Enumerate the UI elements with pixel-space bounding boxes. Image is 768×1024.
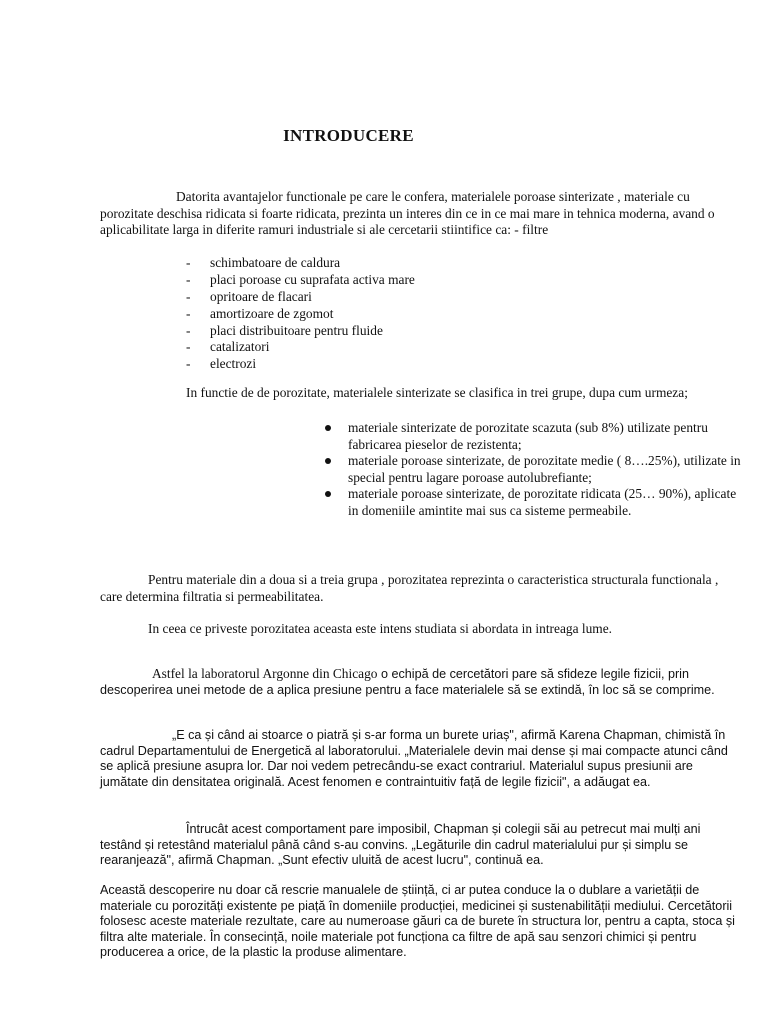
argonne-rest: o echipă de cercetători pare să sfideze legile fizicii, prin descoperirea unei metode de a aplica presiune pentru a face materialele să se extindă, în loc să se comprime. <box>100 667 715 697</box>
list-item: - placi poroase cu suprafata activa mare <box>186 271 415 287</box>
classification-text: In functie de de porozitate, materialele sinterizate se clasifica in trei grupe, dupa cum urmeza; <box>186 385 688 400</box>
classification-paragraph <box>186 385 736 402</box>
intro-text: Datorita avantajelor functionale pe care le confera, materialele poroase sinterizate , materiale cu porozitate deschisa ridicata si foarte ridicata, prezinta un interes din ce in ce mai mare in tehnica moderna, avand o aplicabilitate larga in diferite ramuri industriale si ale cercetarii stiintifice ca: - filtre <box>100 189 715 237</box>
groups-paragraph: Pentru materiale din a doua si a treia grupa , porozitatea reprezinta o caracteristica structurala functionala , care determina filtratia si permeabilitatea. <box>100 572 719 604</box>
list-item: - electrozi <box>186 356 257 372</box>
argonne-paragraph <box>100 666 735 698</box>
quote1-paragraph: „E ca și când ai stoarce o piatră și s-ar forma un burete uriaș", afirmă Karena Chapman, chimistă în cadrul Departamentului de Energetică al laboratorului. „Materialele devin mai dense și mai compacte atunci când se aplică presiune asupra lor. Dar noi vedem petrecându-se exact contrariul. Materialul supus presiunii are jumătate din densitatea originală. Acest fenomen e contraintuitiv față de legile fizicii", a adăugat ea. <box>100 728 728 789</box>
list-item: materiale poroase sinterizate, de porozitate ridicata (25… 90%), aplicate in domeniile amintite mai sus ca sisteme permeabile. <box>325 486 745 519</box>
list-item: - schimbatoare de caldura <box>186 255 341 270</box>
list-item: - placi distribuitoare pentru fluide <box>186 322 383 338</box>
list-item: - catalizatori <box>186 339 270 355</box>
list-item: materiale sinterizate de porozitate scazuta (sub 8%) utilizate pentru fabricarea pieselor de rezistenta; <box>325 420 745 453</box>
studied-paragraph: In ceea ce priveste porozitatea aceasta este intens studiata si abordata in intreaga lume. <box>148 621 612 636</box>
list-item: materiale poroase sinterizate, de porozitate medie ( 8….25%), utilizate in special pentru lagare poroase autolubrefiante; <box>325 453 745 486</box>
document-title: INTRODUCERE <box>283 126 414 145</box>
discovery-paragraph: Această descoperire nu doar că rescrie manualele de știință, ci ar putea conduce la o dublare a varietății de materiale cu porozități existente pe piață în domeniile producției, medicinei și sustenabilității mediului. Cercetătorii folosesc aceste materiale rezultate, care au numeroase găuri ca de burete în structura lor, pentru a capta, stoca și filtra alte materiale. În consecință, noile materiale pot funcționa ca filtre de apă sau senzori chimici și pentru producerea a orice, de la plastic la produse alimentare. <box>100 883 735 960</box>
bullet-icon <box>325 458 331 464</box>
bullet-icon <box>325 425 331 431</box>
porosity-groups-list <box>325 420 745 519</box>
intro-paragraph <box>100 189 735 239</box>
list-item: - opritoare de flacari <box>186 288 312 304</box>
applications-list <box>186 255 415 373</box>
argonne-lead: Astfel la laboratorul Argonne din Chicago <box>152 666 378 681</box>
bullet-icon <box>325 491 331 497</box>
list-item: - amortizoare de zgomot <box>186 305 334 321</box>
quote2-paragraph: Întrucât acest comportament pare imposibil, Chapman și colegii săi au petrecut mai mulți ani testând și retestând materialul până când s-au convins. „Legăturile din cadrul materialului pur și simplu se rearanjează", afirmă Chapman. „Sunt efectiv uluită de acest lucru", continuă ea. <box>100 822 701 868</box>
